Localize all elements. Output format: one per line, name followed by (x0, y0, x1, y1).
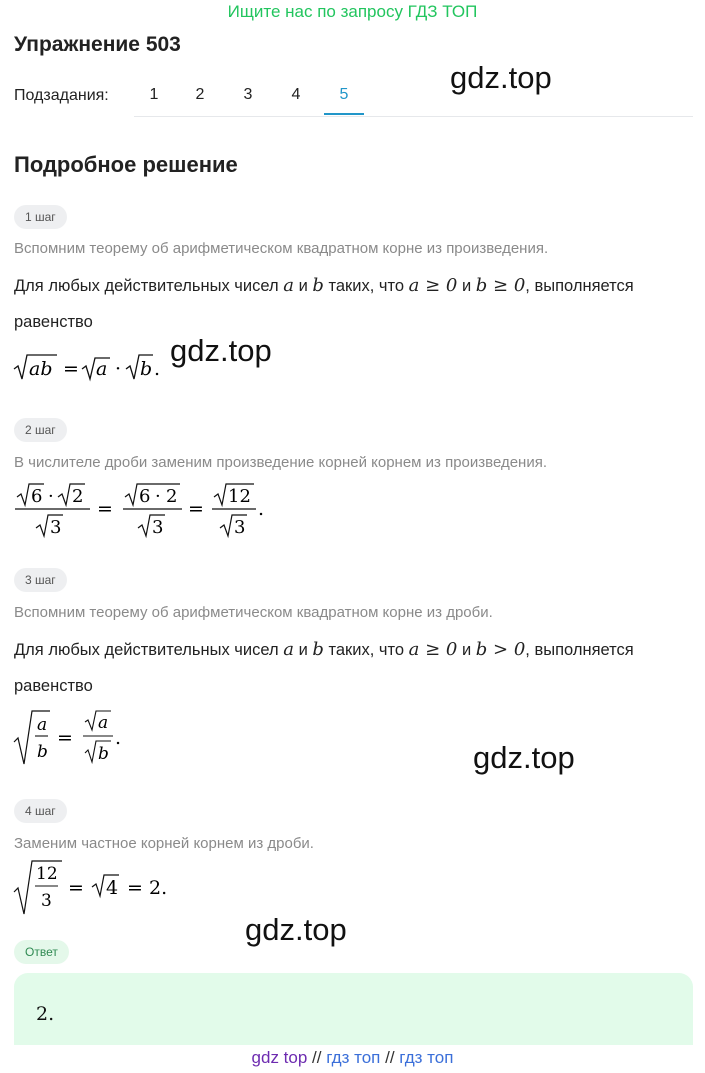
step-statement: Для любых действительных чисел a и b таких, что a ≥ 0 и b ≥ 0, выполняется (14, 275, 634, 296)
watermark: gdz.top (450, 60, 552, 95)
watermark: gdz.top (473, 740, 575, 775)
svg-text:=: = (97, 498, 113, 520)
svg-text:3: 3 (50, 517, 62, 538)
step-badge: 1 шаг (14, 205, 67, 229)
svg-text:2: 2 (72, 486, 84, 507)
tab-subtask-2[interactable]: 2 (195, 86, 205, 103)
svg-text:=: = (57, 727, 73, 749)
svg-text:2: 2 (166, 486, 178, 507)
svg-text:·: · (48, 486, 54, 507)
svg-text:=: = (188, 498, 204, 520)
step-badge: 3 шаг (14, 568, 67, 592)
svg-text:b: b (98, 744, 109, 764)
page-title: Упражнение 503 (14, 33, 181, 56)
footer-link[interactable]: гдз топ (399, 1048, 454, 1067)
footer-separator: // (312, 1048, 322, 1067)
step-hint: Вспомним теорему об арифметическом квадратном корне из произведения. (14, 240, 549, 257)
answer-value: 2. (36, 1003, 55, 1025)
svg-text:.: . (115, 727, 122, 749)
step-hint: Заменим частное корней корнем из дроби. (14, 835, 314, 852)
step-statement-cont: равенство (14, 313, 93, 331)
svg-text:12: 12 (36, 864, 58, 884)
subtasks-label: Подзадания: (14, 87, 109, 104)
svg-text:·: · (155, 486, 161, 507)
svg-text:12: 12 (228, 486, 251, 507)
tab-subtask-1[interactable]: 1 (149, 86, 159, 103)
formula-step2 (12, 478, 282, 542)
svg-text:b: b (140, 358, 153, 380)
step-statement: Для любых действительных чисел a и b таких, что a ≥ 0 и b > 0, выполняется (14, 639, 634, 660)
promo-banner: Ищите нас по запросу ГДЗ ТОП (227, 2, 478, 21)
tab-subtask-3[interactable]: 3 (243, 86, 253, 103)
svg-text:ab: ab (29, 358, 53, 380)
svg-text:b: b (37, 742, 48, 762)
svg-text:.: . (258, 498, 265, 520)
svg-text:·: · (115, 358, 122, 380)
svg-text:=: = (63, 358, 79, 380)
svg-text:4: 4 (106, 877, 119, 899)
formula-step4 (12, 858, 182, 920)
step-hint: В числителе дроби заменим произведение корней корнем из произведения. (14, 454, 547, 471)
step-badge: 2 шаг (14, 418, 67, 442)
svg-text:=: = (68, 877, 84, 899)
svg-text:=: = (127, 877, 143, 899)
answer-badge: Ответ (14, 940, 69, 964)
step-badge: 4 шаг (14, 799, 67, 823)
svg-text:6: 6 (31, 486, 43, 507)
svg-text:a: a (98, 713, 109, 733)
svg-text:3: 3 (41, 891, 52, 911)
active-tab-indicator (324, 113, 364, 115)
svg-text:3: 3 (152, 517, 164, 538)
formula-sqrt-quotient (12, 708, 142, 770)
watermark: gdz.top (170, 333, 272, 368)
svg-text:a: a (96, 358, 108, 380)
svg-text:6: 6 (139, 486, 151, 507)
step-hint: Вспомним теорему об арифметическом квадратном корне из дроби. (14, 604, 493, 621)
footer-link[interactable]: гдз топ (326, 1048, 381, 1067)
footer-link[interactable]: gdz top (251, 1048, 308, 1067)
subtasks-tabs (134, 76, 693, 117)
tab-subtask-5[interactable]: 5 (339, 86, 349, 103)
solution-title: Подробное решение (14, 152, 238, 177)
svg-text:3: 3 (234, 517, 246, 538)
step-statement-cont: равенство (14, 677, 93, 695)
svg-text:a: a (37, 715, 48, 735)
footer-separator: // (385, 1048, 395, 1067)
svg-text:.: . (154, 358, 161, 380)
answer-box (14, 973, 693, 1045)
formula-sqrt-product (12, 348, 172, 384)
tab-subtask-4[interactable]: 4 (291, 86, 301, 103)
watermark: gdz.top (245, 912, 347, 947)
svg-text:2.: 2. (149, 877, 168, 899)
footer-links (0, 1048, 705, 1068)
